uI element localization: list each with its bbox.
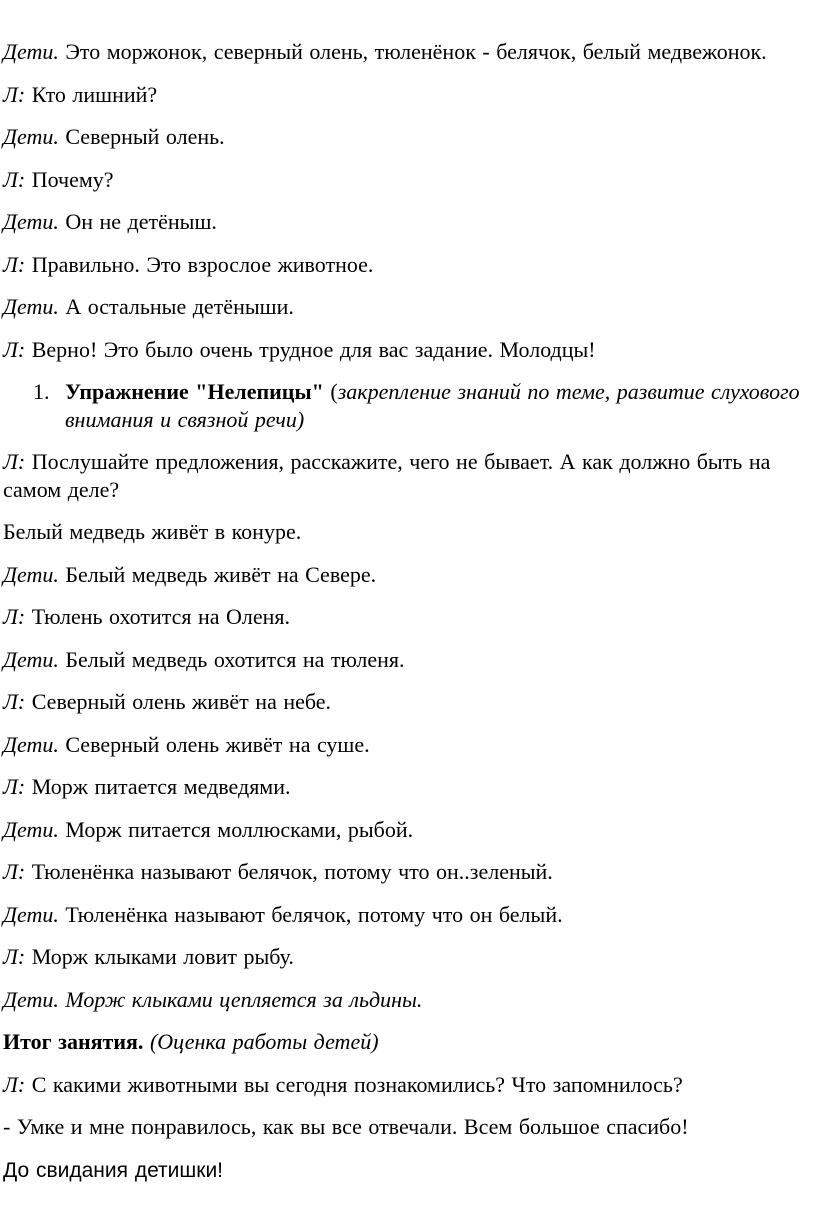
text-run: Морж питается моллюсками, рыбой. [58,816,414,842]
text-run: Л: [3,251,26,277]
text-run: Дети. [3,731,59,757]
text-run: Л: [3,859,26,884]
list-item-text [65,379,800,432]
text-run: Дети. [3,39,59,64]
dialogue-paragraph [3,986,813,1014]
dialogue-paragraph [3,251,813,279]
text-run: Правильно. Это взрослое животное. [25,251,374,277]
dialogue-paragraph [3,293,813,321]
dialogue-paragraph [3,731,813,759]
text-run: Итог занятия. [3,1029,144,1054]
dialogue-paragraph [3,773,813,801]
text-run: Северный олень живёт на небе. [25,689,332,714]
dialogue-paragraph [3,336,813,364]
text-run: Тюлень охотится на Оленя. [25,604,291,629]
text-run: А остальные детёныши. [58,294,294,319]
dialogue-paragraph [3,646,813,674]
text-run: Это моржонок, северный олень, тюленёнок - белячок, белый медвежонок. [58,39,767,64]
text-run: Послушайте предложения, расскажите, чего не бывает. А как должно быть на самом деле? [3,449,771,502]
text-run: Тюленёнка называют белячок, потому что он белый. [58,901,563,927]
dialogue-paragraph [3,858,813,886]
dialogue-paragraph [3,38,813,66]
text-run: Дети. [3,561,59,587]
dialogue-paragraph [3,561,813,589]
text-run: ( [323,379,338,404]
text-run: Л: [3,774,26,799]
text-run: Л: [3,604,26,629]
body-paragraph [3,1113,813,1141]
text-run: Белый медведь охотится на тюленя. [58,646,405,672]
text-run: Л: [3,1071,26,1097]
text-run: (Оценка работы детей) [149,1029,379,1054]
text-run: закрепление знаний по теме, развитие слухового внимания и связной речи) [65,379,800,432]
dialogue-paragraph [3,208,813,236]
text-run: Северный олень. [58,124,225,149]
text-run: Л: [3,336,26,362]
text-run: Белый медведь живёт в конуре. [3,519,302,544]
text-run: С какими животными вы сегодня познакомились? Что запомнилось? [25,1071,683,1097]
dialogue-paragraph [3,166,813,194]
text-run: Дети. [3,816,59,842]
text-run: Белый медведь живёт на Севере. [58,561,377,587]
dialogue-paragraph [3,688,813,716]
text-run: Дети. [3,294,59,319]
dialogue-paragraph [3,81,813,109]
text-run: Дети. Морж клыками цепляется за льдины. [3,986,423,1012]
text-run: Л: [3,944,26,969]
text-run: Л: [3,689,26,714]
text-run: До свидания детишки! [3,1158,224,1182]
dialogue-paragraph [3,1071,813,1099]
list-number: 1. [33,379,50,404]
text-run: Морж клыками ловит рыбу. [25,944,294,969]
numbered-list-item [3,378,813,433]
section-heading [3,1028,813,1056]
text-run: Почему? [25,166,114,192]
text-run: Л: [3,81,26,107]
dialogue-paragraph [3,816,813,844]
closing-line [3,1156,813,1185]
text-run: Кто лишний? [25,81,158,107]
body-paragraph [3,518,813,546]
text-run: Северный олень живёт на суше. [58,731,370,757]
text-run: Морж питается медведями. [25,774,291,799]
dialogue-paragraph [3,901,813,929]
text-run: Л: [3,166,26,192]
text-run: Тюленёнка называют белячок, потому что он..зеленый. [25,859,553,884]
dialogue-paragraph [3,448,813,503]
text-run: Дети. [3,209,59,234]
text-run: Дети. [3,124,59,149]
dialogue-paragraph [3,943,813,971]
text-run: Верно! Это было очень трудное для вас задание. Молодцы! [25,336,596,362]
document-body [3,38,813,1184]
text-run: Упражнение "Нелепицы" [65,379,324,404]
text-run: Он не детёныш. [58,209,217,234]
text-run: Дети. [3,901,59,927]
dialogue-paragraph [3,603,813,631]
text-run: Л: [3,449,26,474]
dialogue-paragraph [3,123,813,151]
text-run: - Умке и мне понравилось, как вы все отвечали. Всем большое спасибо! [3,1114,689,1139]
text-run: Дети. [3,646,59,672]
